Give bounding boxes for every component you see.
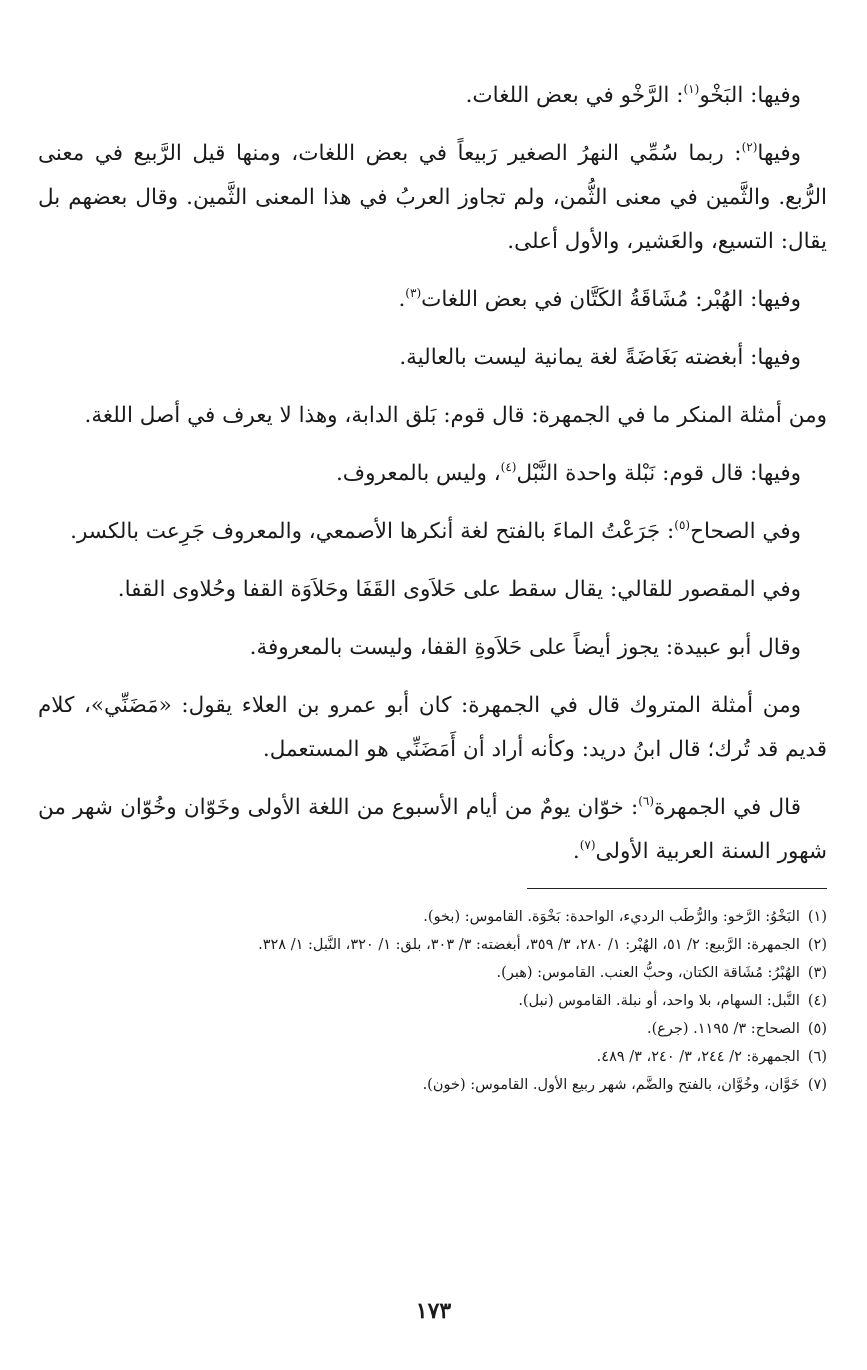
footnote-text: خَوَّان، وخُوَّان، بالفتح والضَّم، شهر ربيع الأول. القاموس: (خون).: [422, 1077, 800, 1093]
paragraph: قال في الجمهرة$^{(٦)}$: خوّان يومٌ من أيام الأسبوع من اللغة الأولى وخَوّان وخُوّان شهر من شهور السنة العربية الأولى$^{(٧)}$.: [38, 794, 827, 864]
footnote-separator: [527, 888, 827, 889]
footnote-text: الصحاح: ٣/ ١١٩٥. (جرع).: [646, 1021, 800, 1037]
footnote-number: (٢): [807, 937, 827, 953]
footnote-ref[interactable]: (٢): [741, 140, 758, 154]
footnote: [38, 987, 827, 1015]
footnote: [38, 1043, 827, 1071]
footnote: [38, 959, 827, 987]
footnote: [38, 1071, 827, 1099]
footnote-text: الجمهرة: ٢/ ٢٤٤، ٣/ ٢٤٠، ٣/ ٤٨٩.: [596, 1049, 800, 1065]
main-text: [38, 74, 827, 874]
footnote: [38, 903, 827, 931]
paragraph: وفيها: أبغضته بَغَاضَةً لغة يمانية ليست بالعالية.: [399, 345, 801, 370]
footnote-text: البَخْوُ: الرَّخو: والرُّطَب الرديء، الواحدة: بَخْوَة. القاموس: (بخو).: [423, 909, 800, 925]
paragraph: وقال أبو عبيدة: يجوز أيضاً على حَلاَوةِ القفا، وليست بالمعروفة.: [249, 635, 801, 660]
paragraph: ومن أمثلة المنكر ما في الجمهرة: قال قوم: بَلق الدابة، وهذا لا يعرف في أصل اللغة.: [84, 403, 827, 428]
footnote-number: (٦): [807, 1049, 827, 1065]
footnote-text: النَّبل: السهام، بلا واحد، أو نبلة. القاموس (نبل).: [518, 993, 800, 1009]
footnote-number: (١): [807, 909, 827, 925]
footnote: [38, 1015, 827, 1043]
footnote-number: (٥): [807, 1021, 827, 1037]
footnote-number: (٤): [807, 993, 827, 1009]
paragraph: وفيها: البَخْو$^{(١)}$: الرَّخْو في بعض اللغات.: [465, 82, 801, 108]
footnote-text: الهُبْرُ: مُشَاقة الكتان، وحبُّ العنب. القاموس: (هبر).: [496, 965, 800, 981]
footnotes: [38, 903, 827, 1099]
footnote-ref[interactable]: (٦): [638, 794, 655, 808]
paragraph: وفيها$^{(٢)}$: ربما سُمِّي النهرُ الصغير رَبيعاً في بعض اللغات، ومنها قيل الرَّبيع في معنى الرُّبع. والثَّمين في معنى الثُّمن، ولم تجاوز العربُ في هذا المعنى الثَّمين. وقال بعضهم بل يقال: التسيع، والعَشير، والأول أعلى.: [38, 140, 827, 254]
footnote-ref[interactable]: (٧): [579, 838, 596, 852]
paragraph: ومن أمثلة المتروك قال في الجمهرة: كان أبو عمرو بن العلاء يقول: «مَضَنِّي»، كلام قديم قد تُرك؛ قال ابنُ دريد: وكأنه أراد أن أَمَضَنِّي هو المستعمل.: [38, 693, 827, 762]
footnote-number: (٣): [807, 965, 827, 981]
paragraph: وفيها: الهُبْر: مُشَاقَةُ الكَتَّان في بعض اللغات$^{(٣)}$.: [398, 286, 801, 312]
footnote-ref[interactable]: (٥): [674, 518, 691, 532]
paragraph: وفيها: قال قوم: نَبْلة واحدة النَّبْل$^{(٤)}$، وليس بالمعروف.: [335, 460, 801, 486]
footnote-text: الجمهرة: الرَّبيع: ٢/ ٥١، الهُبْر: ١/ ٢٨٠، ٣/ ٣٥٩، أبغضته: ٣/ ٣٠٣، بلق: ١/ ٣٢٠، النَّبل: ١/ ٣٢٨.: [258, 937, 800, 953]
paragraph: وفي المقصور للقالي: يقال سقط على حَلاَوى القَفَا وحَلاَوَة القفا وحُلاوى القفا.: [117, 577, 801, 602]
paragraph: وفي الصحاح$^{(٥)}$: جَرَعْتُ الماءَ بالفتح لغة أنكرها الأصمعي، والمعروف جَرِعت بالكسر.: [70, 518, 801, 544]
page-number: ١٧٣: [415, 1298, 452, 1324]
footnote-ref[interactable]: (١): [683, 82, 700, 96]
footnote: [38, 931, 827, 959]
footnote-ref[interactable]: (٣): [405, 286, 422, 300]
footnote-ref[interactable]: (٤): [500, 460, 517, 474]
footnote-number: (٧): [807, 1077, 827, 1093]
